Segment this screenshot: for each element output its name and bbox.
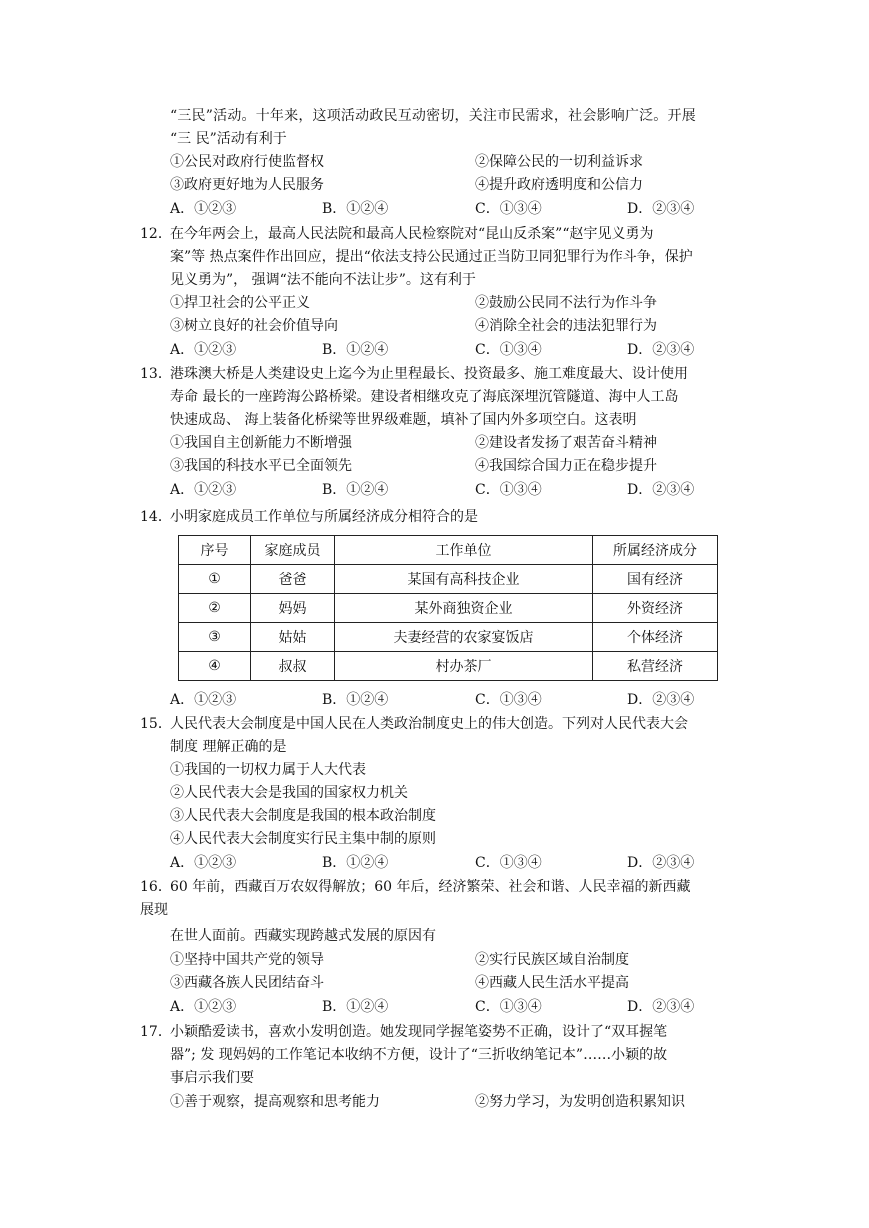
choice-d: D．②③④ bbox=[627, 999, 695, 1015]
statement-1: ①公民对政府行使监督权 bbox=[170, 154, 324, 170]
choice-a: A．①②③ bbox=[170, 482, 237, 498]
statement-4: ④西藏人民生活水平提高 bbox=[475, 975, 629, 991]
statement-1: ①我国自主创新能力不断增强 bbox=[170, 435, 352, 451]
choice-b: B．①②④ bbox=[322, 201, 389, 217]
question-text-line: “三民”活动。十年来，这项活动政民互动密切，关注市民需求，社会影响广泛。开展 bbox=[170, 108, 696, 124]
statement-1: ①善于观察，提高观察和思考能力 bbox=[170, 1094, 380, 1110]
statement-2: ②实行民族区域自治制度 bbox=[475, 952, 629, 968]
statement-4: ④消除全社会的违法犯罪行为 bbox=[475, 318, 657, 334]
question-text-line: “三 民”活动有利于 bbox=[170, 131, 287, 147]
table-cell: 爸爸 bbox=[251, 565, 335, 594]
question-number: 13． bbox=[140, 366, 172, 382]
table-header-cell: 家庭成员 bbox=[251, 536, 335, 565]
question-number: 16． bbox=[140, 879, 172, 895]
table-cell: ② bbox=[179, 594, 251, 623]
question-text-line: 制度 理解正确的是 bbox=[170, 739, 287, 755]
question-number: 14． bbox=[140, 509, 172, 525]
table-cell: 外资经济 bbox=[593, 594, 718, 623]
question-text-line: 器”; 发 现妈妈的工作笔记本收纳不方便，设计了“三折收纳笔记本”……小颖的故 bbox=[170, 1047, 668, 1063]
table-cell: 姑姑 bbox=[251, 623, 335, 652]
question-number: 17． bbox=[140, 1024, 172, 1040]
table-cell: 个体经济 bbox=[593, 623, 718, 652]
statement-2: ②鼓励公民同不法行为作斗争 bbox=[475, 295, 657, 311]
statement-3: ③西藏各族人民团结奋斗 bbox=[170, 975, 324, 991]
statement-2: ②保障公民的一切利益诉求 bbox=[475, 154, 643, 170]
question-text-line: 小颖酷爱读书，喜欢小发明创造。她发现同学握笔姿势不正确，设计了“双耳握笔 bbox=[170, 1024, 668, 1040]
question-text-line: 见义勇为”， 强调“法不能向不法让步”。这有利于 bbox=[170, 272, 476, 288]
table-header-cell: 工作单位 bbox=[335, 536, 593, 565]
choice-a: A．①②③ bbox=[170, 692, 237, 708]
choice-d: D．②③④ bbox=[627, 855, 695, 871]
table-cell: ③ bbox=[179, 623, 251, 652]
choice-a: A．①②③ bbox=[170, 342, 237, 358]
statement-4: ④提升政府透明度和公信力 bbox=[475, 177, 643, 193]
table-cell: 妈妈 bbox=[251, 594, 335, 623]
statement-3: ③人民代表大会制度是我国的根本政治制度 bbox=[170, 808, 436, 824]
table-cell: 某外商独资企业 bbox=[335, 594, 593, 623]
statement-2: ②人民代表大会是我国的国家权力机关 bbox=[170, 785, 408, 801]
statement-3: ③我国的科技水平已全面领先 bbox=[170, 458, 352, 474]
statement-1: ①坚持中国共产党的领导 bbox=[170, 952, 324, 968]
table-cell: ④ bbox=[179, 652, 251, 681]
question-text-line: 港珠澳大桥是人类建设史上迄今为止里程最长、投资最多、施工难度最大、设计使用 bbox=[170, 366, 688, 382]
question-text-line: 展现 bbox=[140, 902, 168, 918]
statement-2: ②建设者发扬了艰苦奋斗精神 bbox=[475, 435, 657, 451]
table-header-cell: 所属经济成分 bbox=[593, 536, 718, 565]
choice-c: C．①③④ bbox=[475, 482, 542, 498]
choice-c: C．①③④ bbox=[475, 342, 542, 358]
question-text-line: 60 年前，西藏百万农奴得解放；60 年后，经济繁荣、社会和谐、人民幸福的新西藏 bbox=[170, 879, 691, 895]
family-work-table bbox=[178, 535, 718, 681]
table-row bbox=[179, 623, 718, 652]
question-text-line: 小明家庭成员工作单位与所属经济成分相符合的是 bbox=[170, 509, 478, 525]
choice-d: D．②③④ bbox=[627, 482, 695, 498]
choice-c: C．①③④ bbox=[475, 201, 542, 217]
choice-c: C．①③④ bbox=[475, 692, 542, 708]
question-text-line: 在世人面前。西藏实现跨越式发展的原因有 bbox=[170, 928, 436, 944]
table-cell: 私营经济 bbox=[593, 652, 718, 681]
choice-a: A．①②③ bbox=[170, 855, 237, 871]
table-header-cell: 序号 bbox=[179, 536, 251, 565]
question-text-line: 寿命 最长的一座跨海公路桥梁。建设者相继攻克了海底深埋沉管隧道、海中人工岛 bbox=[170, 389, 679, 405]
question-text-line: 在今年两会上，最高人民法院和最高人民检察院对“昆山反杀案”“赵宇见义勇为 bbox=[170, 226, 654, 242]
statement-4: ④我国综合国力正在稳步提升 bbox=[475, 458, 657, 474]
table-cell: 某国有高科技企业 bbox=[335, 565, 593, 594]
choice-b: B．①②④ bbox=[322, 482, 389, 498]
choice-c: C．①③④ bbox=[475, 999, 542, 1015]
choice-a: A．①②③ bbox=[170, 201, 237, 217]
table-cell: 国有经济 bbox=[593, 565, 718, 594]
statement-1: ①我国的一切权力属于人大代表 bbox=[170, 762, 366, 778]
statement-3: ③政府更好地为人民服务 bbox=[170, 177, 324, 193]
statement-2: ②努力学习，为发明创造积累知识 bbox=[475, 1094, 685, 1110]
table-cell: 叔叔 bbox=[251, 652, 335, 681]
table-row bbox=[179, 652, 718, 681]
statement-1: ①捍卫社会的公平正义 bbox=[170, 295, 310, 311]
statement-4: ④人民代表大会制度实行民主集中制的原则 bbox=[170, 831, 436, 847]
table-cell: 夫妻经营的农家宴饭店 bbox=[335, 623, 593, 652]
question-number: 15． bbox=[140, 716, 172, 732]
table-row bbox=[179, 565, 718, 594]
choice-b: B．①②④ bbox=[322, 855, 389, 871]
choice-d: D．②③④ bbox=[627, 342, 695, 358]
table-header-row bbox=[179, 536, 718, 565]
choice-a: A．①②③ bbox=[170, 999, 237, 1015]
question-text-line: 人民代表大会制度是中国人民在人类政治制度史上的伟大创造。下列对人民代表大会 bbox=[170, 716, 688, 732]
question-text-line: 案”等 热点案件作出回应，提出“依法支持公民通过正当防卫同犯罪行为作斗争，保护 bbox=[170, 249, 693, 265]
table-cell: ① bbox=[179, 565, 251, 594]
table-cell: 村办茶厂 bbox=[335, 652, 593, 681]
choice-c: C．①③④ bbox=[475, 855, 542, 871]
choice-b: B．①②④ bbox=[322, 692, 389, 708]
question-number: 12． bbox=[140, 226, 172, 242]
question-text-line: 事启示我们要 bbox=[170, 1070, 254, 1086]
choice-d: D．②③④ bbox=[627, 692, 695, 708]
table-row bbox=[179, 594, 718, 623]
choice-b: B．①②④ bbox=[322, 342, 389, 358]
choice-d: D．②③④ bbox=[627, 201, 695, 217]
question-text-line: 快速成岛、 海上装备化桥梁等世界级难题，填补了国内外多项空白。这表明 bbox=[170, 412, 637, 428]
statement-3: ③树立良好的社会价值导向 bbox=[170, 318, 338, 334]
choice-b: B．①②④ bbox=[322, 999, 389, 1015]
